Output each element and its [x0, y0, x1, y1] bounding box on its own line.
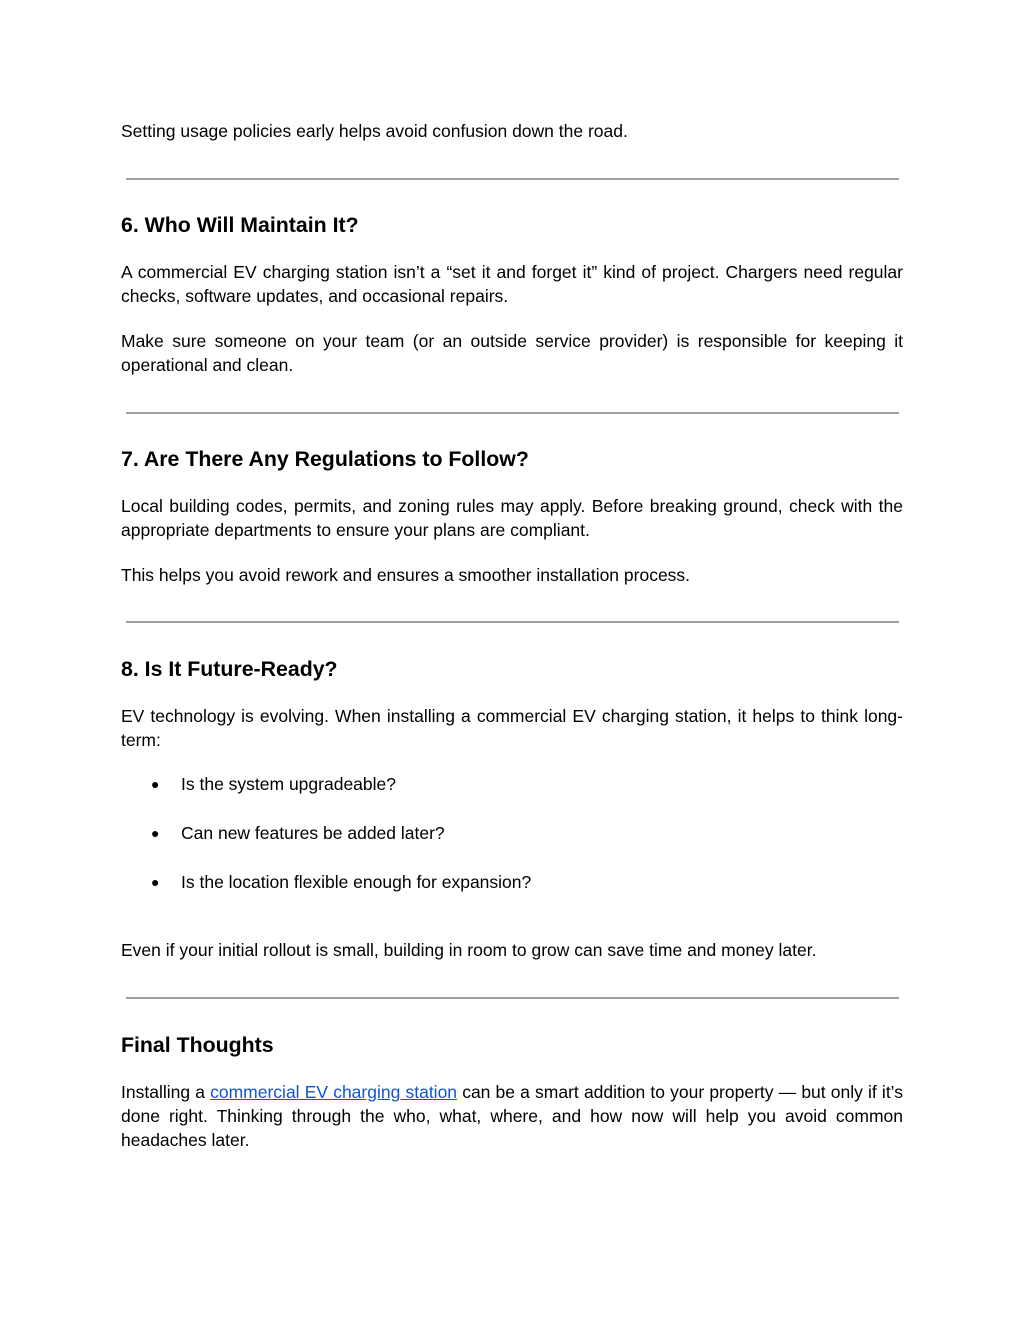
section-7-paragraph-1: Local building codes, permits, and zoning rules may apply. Before breaking ground, check with the appropriate departments to ensure your plans are compliant. [121, 496, 903, 540]
section-divider [126, 412, 899, 414]
section-divider [126, 997, 899, 999]
list-item-text: Is the system upgradeable? [181, 774, 396, 794]
commercial-ev-charging-station-link[interactable]: commercial EV charging station [210, 1082, 458, 1102]
bullet-icon: ● [151, 776, 160, 792]
section-8-paragraph-2: Even if your initial rollout is small, building in room to grow can save time and money later. [121, 940, 817, 960]
section-8-paragraph-1: EV technology is evolving. When installing a commercial EV charging station, it helps to think long-term: [121, 706, 903, 750]
section-7-paragraph-2: This helps you avoid rework and ensures a smoother installation process. [121, 565, 691, 585]
section-divider [126, 178, 899, 180]
list-item [121, 772, 903, 796]
future-ready-checklist [121, 772, 903, 919]
list-item-text: Can new features be added later? [181, 823, 445, 843]
final-thoughts-heading: Final Thoughts [121, 1033, 274, 1057]
intro-paragraph: Setting usage policies early helps avoid confusion down the road. [121, 121, 628, 141]
list-item-text: Is the location flexible enough for expansion? [181, 872, 532, 892]
section-6-heading: 6. Who Will Maintain It? [121, 213, 359, 237]
section-8-heading: 8. Is It Future-Ready? [121, 657, 338, 681]
section-6-paragraph-2: Make sure someone on your team (or an outside service provider) is responsible for keeping it operational and clean. [121, 331, 903, 375]
bullet-icon: ● [151, 825, 160, 841]
list-item [121, 870, 903, 894]
bullet-icon: ● [151, 874, 160, 890]
final-text-before-link: Installing a [121, 1082, 211, 1102]
section-6-paragraph-1: A commercial EV charging station isn’t a “set it and forget it” kind of project. Chargers need regular checks, software updates, and occasional repairs. [121, 262, 903, 306]
final-text-after-link: can be a smart addition to your property — but only if it’s done right. Thinking through the who, what, where, and how now will help you avoid common headaches later. [121, 1082, 904, 1150]
section-divider [126, 621, 899, 623]
section-7-heading: 7. Are There Any Regulations to Follow? [121, 447, 529, 471]
final-thoughts-paragraph [121, 1080, 903, 1152]
list-item [121, 821, 903, 845]
